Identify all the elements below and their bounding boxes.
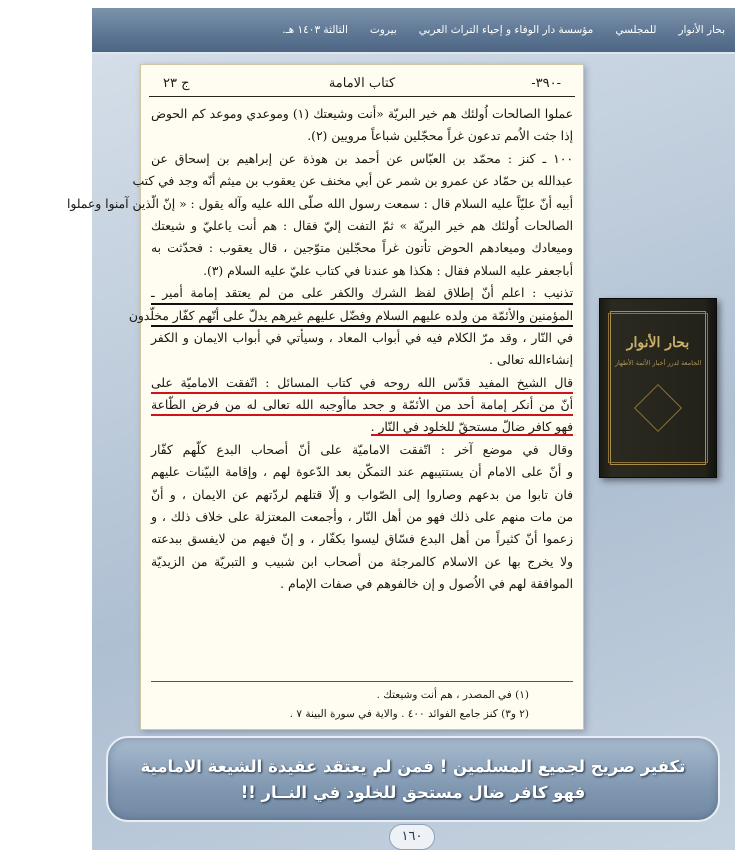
text-line: وقال في موضع آخر : اتّفقت الاماميّة على أنّ أصحاب البدع كلّهم كفّار [151, 442, 573, 457]
text-line: وميعادك وميعادهم الحوض تأتون غراً محجّلين متوّجين ، قال يعقوب : فحدّثت به [151, 241, 573, 256]
header-bar [92, 8, 735, 54]
text-line: إذا جثت الاُمم تدعون غراً محجّلين شباعاً مرويين (٢). [307, 129, 573, 144]
book-cover-subtitle: الجامعة لدرر أخبار الأئمة الأطهار [614, 359, 702, 367]
scan-volume-label: ج ٢٣ [163, 76, 190, 91]
text-line: زعموا أنّ كثيراً من أهل البدع فسّاق ليسوا بكفّار ، و إنّ فيهم من لايفسق ببدعته [151, 532, 573, 547]
underlined-line: تذنيب : اعلم أنّ إطلاق لفظ الشرك والكفر على من لم يعتقد إمامة أمير ـ [151, 282, 573, 304]
scan-page-label: -٣٩٠- [531, 76, 561, 91]
scan-page-header [149, 71, 575, 97]
text-line: إنشاءالله تعالى . [489, 353, 573, 368]
caption-box [106, 736, 720, 822]
red-underlined-phrase: فهو كافر ضالّ مستحقّ للخلود في النّار . [370, 420, 573, 435]
text-line: الصالحات اُولئك هم خير البريّة » ثمّ التفت إليّ فقال : هم أنت ياعليّ و شيعتك [151, 218, 573, 233]
page-number-badge: ١٦٠ [389, 824, 435, 850]
text-line: عملوا الصالحات اُولئك هم خير البريّة «أنت وشيعتك (١) وموعدي وموعد كم الحوض [151, 107, 573, 121]
header-publisher: مؤسسة دار الوفاء و إحياء التراث العربي [418, 24, 594, 36]
footnote: (٢ و٣) كنز جامع الفوائد ٤٠٠ . والاية في سورة البينة ٧ . [289, 708, 529, 720]
caption-line: فهو كافر ضال مستحق للخلود في النــار !! [240, 783, 586, 802]
highlighted-line [151, 416, 573, 438]
text-line: و أنّ على الامام أن يستتيبهم عند التمكّن بعد الدّعوة لهم ، وإقامة البيّنات عليهم [151, 465, 573, 480]
scan-chapter-title: كتاب الامامة [328, 76, 396, 91]
text-line: أبيه أنّ عليّاً عليه السلام قال : سمعت رسول الله صلّى الله عليه وآله يقول : « إنّ الّذين آمنوا وعملوا [66, 196, 573, 211]
text-line: عبدالله بن حمّاد عن عمرو بن شمر عن أبي مخنف عن يعقوب بن ميثم أنّه وجد في كتب [132, 174, 573, 189]
header-city: بيروت [369, 24, 397, 36]
header-author: للمجلسي [615, 24, 657, 36]
scan-footnotes [151, 681, 573, 724]
text-line: ١٠٠ ـ كنز : محمّد بن العبّاس عن أحمد بن هوذة عن إبراهيم بن إسحاق عن [151, 151, 573, 166]
text-line: من مات منهم على ذلك فهو من أهل النّار ، وأجمعت المعتزلة على خلاف ذلك ، و [151, 510, 573, 525]
text-line: في النّار ، وقد مرّ الكلام فيه في أبواب المعاد ، وسيأتي في أبواب الايمان و الكفر [151, 330, 573, 345]
underlined-line: المؤمنين والأئمّة من ولده عليهم السلام وفضّل عليهم غيرهم يدلّ على أنّهم كفّار مخلّدون [151, 305, 573, 327]
red-underlined-line: قال الشيخ المفيد قدّس الله روحه في كتاب المسائل : اتّفقت الاماميّة على [151, 372, 573, 394]
text-line: الموافقة لهم في الاُصول و إن خالفوهم في صفات الإمام . [280, 577, 573, 592]
caption-line: تكفير صريح لجميع المسلمين ! فمن لم يعتقد عقيدة الشيعة الامامية [140, 757, 686, 776]
header-book-name: بحار الأنوار [678, 24, 725, 36]
page-panel [66, 8, 735, 850]
footnote: (١) في المصدر ، هم أنت وشيعتك . [376, 689, 529, 701]
text-line: أباجعفر عليه السلام فقال : هكذا هو عندنا في كتاب عليّ عليه السلام (٣). [203, 263, 573, 278]
book-cover-title: بحار الأنوار [626, 335, 690, 351]
header-edition: الثالثة ١٤٠٣ هـ. [282, 24, 348, 36]
text-line: ولا يخرج بها عن الاسلام كالمرجئة من أصحاب ابن شبيب و التبريّة من الزيديّة [151, 554, 573, 569]
text-line: فان تابوا من بدعهم وصاروا إلى الصّواب و إلّا قتلهم لردّتهم عن الايمان ، و أنّ [151, 487, 573, 502]
scanned-page [66, 64, 584, 730]
scan-body-text [66, 103, 573, 596]
book-cover-image [599, 298, 717, 478]
red-underlined-line: أنّ من أنكر إمامة أحد من الأئمّة و جحد ماأوجبه الله تعالى له من فرض الطّاعة [151, 394, 573, 416]
